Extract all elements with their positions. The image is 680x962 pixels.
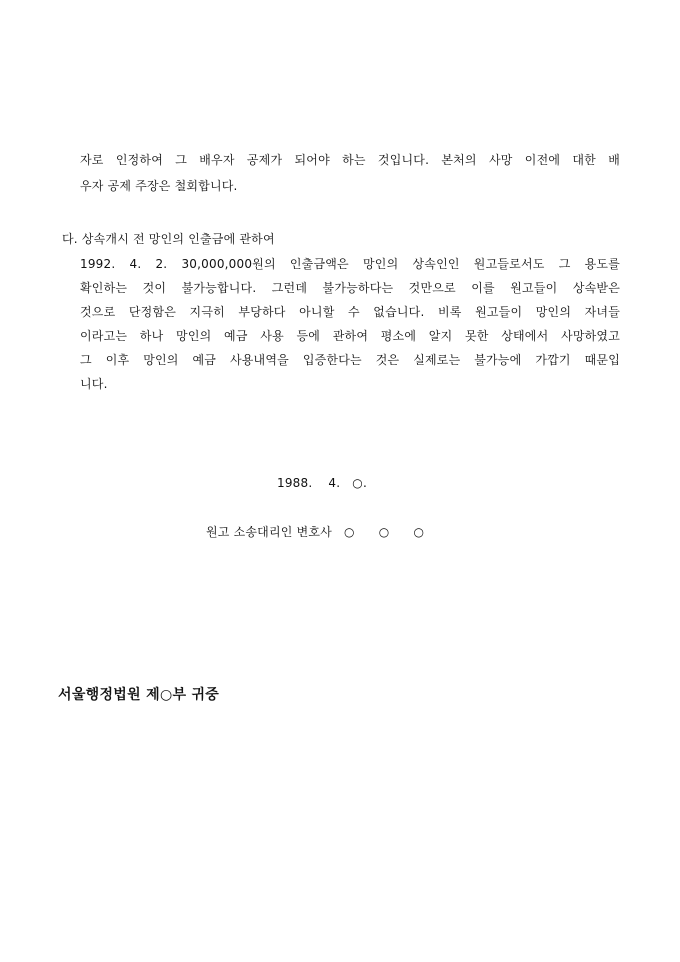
date-line: 1988. 4. ○. [277,476,367,490]
section-line-6: 니다. [80,377,108,391]
intro-line-1: 자로 인정하여 그 배우자 공제가 되어야 하는 것입니다. 본처의 사망 이전에 대한 배 [80,153,620,167]
section-line-3: 것으로 단정함은 지극히 부당하다 아니할 수 없습니다. 비록 원고들이 망인의 자녀들 [80,305,620,319]
section-line-2: 확인하는 것이 불가능합니다. 그런데 불가능하다는 것만으로 이를 원고들이 상속받은 [80,281,620,295]
section-line-5: 그 이후 망인의 예금 사용내역을 입증한다는 것은 실제로는 불가능에 가깝기 때문입 [80,353,620,367]
court-addressee: 서울행정법원 제○부 귀중 [58,687,220,703]
section-line-1: 1992. 4. 2. 30,000,000원의 인출금액은 망인의 상속인인 원고들로서도 그 용도를 [80,257,620,271]
section-heading: 다. 상속개시 전 망인의 인출금에 관하여 [62,232,275,246]
section-line-4: 이라고는 하나 망인의 예금 사용 등에 관하여 평소에 알지 못한 상태에서 사망하였고 [80,329,620,343]
signature-line: 원고 소송대리인 변호사 ○ ○ ○ [206,525,425,539]
intro-line-2: 우자 공제 주장은 철회합니다. [80,179,238,193]
